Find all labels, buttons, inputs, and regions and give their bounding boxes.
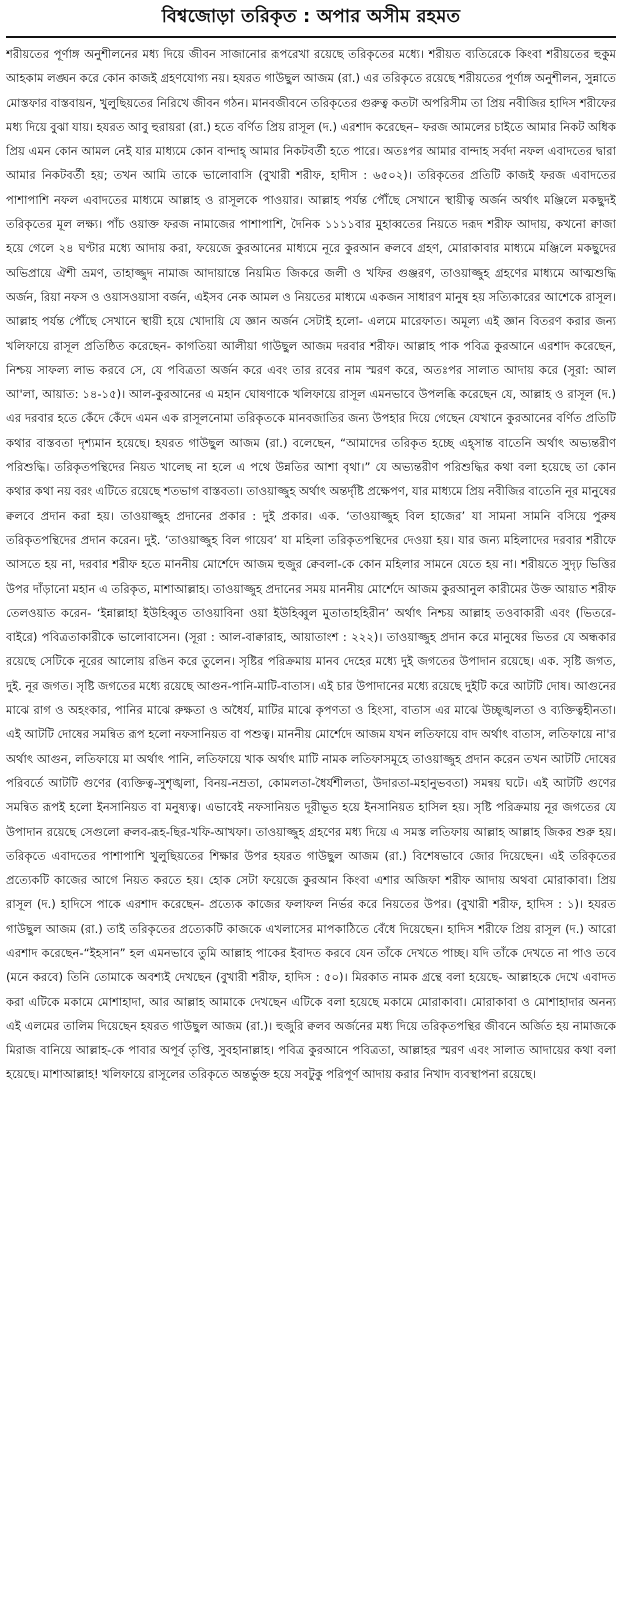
article-body: শরীয়তের পূর্ণাঙ্গ অনুশীলনের মধ্য দিয়ে জীবন সাজানোর রূপরেখা রয়েছে তরিকৃতের মধ্যে। শরীয়ত ব্যতিরেকে কিংবা শরীয়তের হুকুম আহকাম লঙ্ঘন করে কোন কাজই গ্রহণযোগ্য নয়। হযরত গাউছুল আজম (রা.) এর তরিকৃতে রয়েছে শরীয়তের পূর্ণাঙ্গ অনুশীলন, সুন্নাতে মোস্তফার বাস্তবায়ন, খুলুছিয়তের নিরিখে জীবন গঠন। মানবজীবনে তরিকৃতের গুরুত্ব কতটা অপরিসীম তা প্রিয় নবীজির হাদিস শরীফের মধ্য দিয়ে বুঝা যায়। হযরত আবু হুরায়রা (রা.) হতে বর্ণিত প্রিয় রাসূল (দ.) এরশাদ করেছেন– ফরজ আমলের চাইতে আমার নিকট অধিক প্রিয় এমন কোন আমল নেই যার মাধ্যমে কোন বান্দাহ্ আমার নিকটবর্তী হতে পারে। অতঃপর আমার বান্দাহ সর্বদা নফল এবাদতের দ্বারা আমার নিকটবর্তী হয়; তখন আমি তাকে ভালোবাসি (বুখারী শরীফ, হাদীস : ৬৫০২)। তরিকৃতের প্রতিটি কাজই ফরজ এবাদতের পাশাপাশি নফল এবাদতের মাধ্যমে আল্লাহ ও রাসূলকে পাওয়ার। আল্লাহ পর্যন্ত পৌঁছে সেখানে স্থায়ীত্ব অর্জন অর্থাৎ মঞ্জিলে মকছুদই তরিকৃতের মূল লক্ষ্য। পাঁচ ওয়াক্ত ফরজ নামাজের পাশাপাশি, দৈনিক ১১১১বার মুহাব্বতের নিয়তে দরূদ শরীফ আদায়, কখনো ক্বাজা হয়ে গেলে ২৪ ঘণ্টার মধ্যে আদায় করা, ফয়েজে কুরআনের মাধ্যমে নূরে কুরআন ক্বলবে গ্রহণ, মোরাকাবার মাধ্যমে মঞ্জিলে মকছুদের অভিপ্রায়ে ঐশী ভ্রমণ, তাহাজ্জুদ নামাজ আদায়ান্তে নিয়মিত জিকরে জলী ও খফির গুঞ্জরণ, তাওয়াজ্জুহ গ্রহণের মাধ্যমে আত্মশুদ্ধি অর্জন, রিয়া নফস ও ওয়াসওয়াসা বর্জন, এইসব নেক আমল ও নিয়তের মাধ্যমে একজন সাধারণ মানুষ হয় সত্যিকারের আশেকে রাসূল। আল্লাহ পর্যন্ত পৌঁছে সেখানে স্থায়ী হয়ে খোদায়ি যে জ্ঞান অর্জন সেটাই হলো- এলমে মারেফাত। অমূল্য এই জ্ঞান বিতরণ করার জন্য খলিফায়ে রাসূল প্রতিষ্ঠিত করেছেন- কাগতিয়া আলীয়া গাউছুল আজম দরবার শরীফ। আল্লাহ পাক পবিত্র কুরআনে এরশাদ করেছেন, নিশ্চয় সাফল্য লাভ করবে সে, যে পবিত্রতা অর্জন করে এবং তার রবের নাম স্মরণ করে, অতঃপর সালাত আদায় করে (সূরা: আল আ'লা, আয়াত: ১৪-১৫)। আল-কুরআনের এ মহান ঘোষণাকে খলিফায়ে রাসূল এমনভাবে উপলব্ধি করেছেন যে, আল্লাহ ও রাসূল (দ.) এর দরবার হতে কেঁদে কেঁদে এমন এক রাসূলনোমা তরিকৃতকে মানবজাতির জন্য উপহার দিয়ে গেছেন যেখানে কুরআনের বর্ণিত প্রতিটি কথার বাস্তবতা দৃশ্যমান হয়েছে। হযরত গাউছুল আজম (রা.) বলেছেন, “আমাদের তরিকৃত হচ্ছে এহ্সান্ত বাতেনি অর্থাৎ অভ্যন্তরীণ পরিশুদ্ধি। তরিকৃতপন্থিদের নিয়ত খালেছ না হলে এ পথে উন্নতির আশা বৃথা।” যে অভ্যন্তরীণ পরিশুদ্ধির কথা বলা হয়েছে তা কোন কথার কথা নয় বরং এটিতে রয়েছে শতভাগ বাস্তবতা। তাওয়াজ্জুহ অর্থাৎ অন্তর্দৃষ্টি প্রক্ষেপণ, যার মাধ্যমে প্রিয় নবীজির বাতেনি নূর মানুষের ক্বলবে প্রদান করা হয়। তাওয়াজ্জুহ প্রদানের প্রকার : দুই প্রকার। এক. ‘তাওয়াজ্জুহ বিল হাজের’ যা সামনা সামনি বসিয়ে পুরুষ তরিকৃতপন্থিদের প্রদান করেন। দুই. ‘তাওয়াজ্জুহ বিল গায়েব’ যা মহিলা তরিকৃতপন্থিদের দেওয়া হয়। যার জন্য মহিলাদের দরবার শরীফে আসতে হয় না, দরবার শরীফ হতে মাননীয় মোর্শেদে আজম হুজুর ক্বেবলা-কে কোন মহিলার সামনে যেতে হয় না। শরীয়তে সুদৃঢ় ভিত্তির উপর দাঁড়ানো মহান এ তরিকৃত, মাশাআল্লাহ। তাওয়াজ্জুহ প্রদানের সময় মাননীয় মোর্শেদে আজম কুরআনুল কারীমের উক্ত আয়াত শরীফ তেলওয়াত করেন- ‘ইন্নাল্লাহা ইউহিব্বুত তাওয়াবিনা ওয়া ইউহিব্বুল মুতাতাহহিরীন’ অর্থাৎ নিশ্চয় আল্লাহ তওবাকারী এবং (ভিতরে-বাইরে) পবিত্রতাকারীকে ভালোবাসেন। (সূরা : আল-বাক্বারাহ, আয়াতাংশ : ২২২)। তাওয়াজ্জুহ প্রদান করে মানুষের ভিতর যে অন্ধকার রয়েছে সেটিকে নূরের আলোয় রঙিন করে তুলেন। সৃষ্টির পরিক্রমায় মানব দেহের মধ্যে দুই জগতের উপাদান রয়েছে। এক. সৃষ্টি জগত, দুই. নূর জগত। সৃষ্টি জগতের মধ্যে রয়েছে আগুন-পানি-মাটি-বাতাস। এই চার উপাদানের মধ্যে রয়েছে দুইটি করে আটটি দোষ। আগুনের মাঝে রাগ ও অহংকার, পানির মাঝে রুক্ষতা ও অধৈর্য, মাটির মাঝে কৃপণতা ও হিংসা, বাতাস এর মাঝে উচ্ছৃঙ্খলতা ও ব্যক্তিত্বহীনতা। এই আটটি দোষের সমন্বিত রূপ হলো নফসানিয়ত বা পশুত্ব। মাননীয় মোর্শেদে আজম যখন লতিফায়ে বাদ অর্থাৎ বাতাস, লতিফায়ে না'র অর্থাৎ আগুন, লতিফায়ে মা অর্থাৎ পানি, লতিফায়ে খাক অর্থাৎ মাটি নামক লতিফাসমূহে তাওয়াজ্জুহ প্রদান করেন তখন আটটি দোষের পরিবর্তে আটটি গুণের (ব্যক্তিত্ব-সুশৃঙ্খলা, বিনয়-নম্রতা, কোমলতা-ধৈর্যশীলতা, উদারতা-মহানুভবতা) সমন্বয় ঘটে। এই আটটি গুণের সমন্বিত রূপই হলো ইনসানিয়ত বা মনুষ্যত্ব। এভাবেই নফসানিয়ত দূরীভূত হয়ে ইনসানিয়ত হাসিল হয়। সৃষ্টি পরিক্রমায় নূর জগতের যে উপাদান রয়েছে সেগুলো ক্বলব-রূহ-ছির-খফি-আখফা। তাওয়াজ্জুহ গ্রহণের মধ্য দিয়ে এ সমস্ত লতিফায় আল্লাহ আল্লাহ জিকর শুরু হয়। তরিকৃতে এবাদতের পাশাপাশি খুলুছিয়তের শিক্ষার উপর হযরত গাউছুল আজম (রা.) বিশেষভাবে জোর দিয়েছেন। এই তরিকৃতের প্রত্যেকটি কাজের আগে নিয়ত করতে হয়। হোক সেটা ফয়েজে কুরআন কিংবা এশার অজিফা শরীফ আদায় অথবা মোরাকাবা। প্রিয় রাসূল (দ.) হাদিসে পাকে এরশাদ করেছেন- প্রত্যেক কাজের ফলাফল নির্ভর করে নিয়তের উপর। (বুখারী শরীফ, হাদিস : ১)। হযরত গাউছুল আজম (রা.) তাই তরিকৃতের প্রত্যেকটি কাজকে এখলাসের মাপকাঠিতে বেঁধে দিয়েছেন। হাদিস শরীফে প্রিয় রাসূল (দ.) আরো এরশাদ করেছেন-“ইহসান” হল এমনভাবে তুমি আল্লাহ পাকের ইবাদত করবে যেন তাঁকে দেখতে পাচ্ছ। যদি তাঁকে দেখতে না পাও তবে (মনে করবে) তিনি তোমাকে অবশ্যই দেখছেন (বুখারী শরীফ, হাদিস : ৫০)। মিরকাত নামক গ্রন্থে বলা হয়েছে- আল্লাহকে দেখে এবাদত করা এটিকে মকামে মোশাহাদা, আর আল্লাহ আমাকে দেখছেন এটিকে বলা হয়েছে মকামে মোরাকাবা। মোরাকাবা ও মোশাহাদার অনন্য এই এলমের তালিম দিয়েছেন হযরত গাউছুল আজম (রা.)। হুজুরি ক্বলব অর্জনের মধ্য দিয়ে তরিকৃতপন্থির জীবনে অর্জিত হয় নামাজকে মিরাজ বানিয়ে আল্লাহ-কে পাবার অপূর্ব তৃপ্তি, সুবহানাল্লাহ। পবিত্র কুরআনে পবিত্রতা, আল্লাহর স্মরণ এবং সালাত আদায়ের কথা বলা হয়েছে। মাশাআল্লাহ! খলিফায়ে রাসূলের তরিকৃতে অন্তর্ভুক্ত হয়ে সবটুকু পরিপূর্ণ আদায় করার নিখাদ ব্যবস্থাপনা রয়েছে।: [6, 47, 616, 1082]
article-title: বিশ্বজোড়া তরিকৃত : অপার অসীম রহমত: [161, 6, 461, 27]
news-article: [6, 4, 616, 1596]
title-divider: [6, 36, 616, 38]
